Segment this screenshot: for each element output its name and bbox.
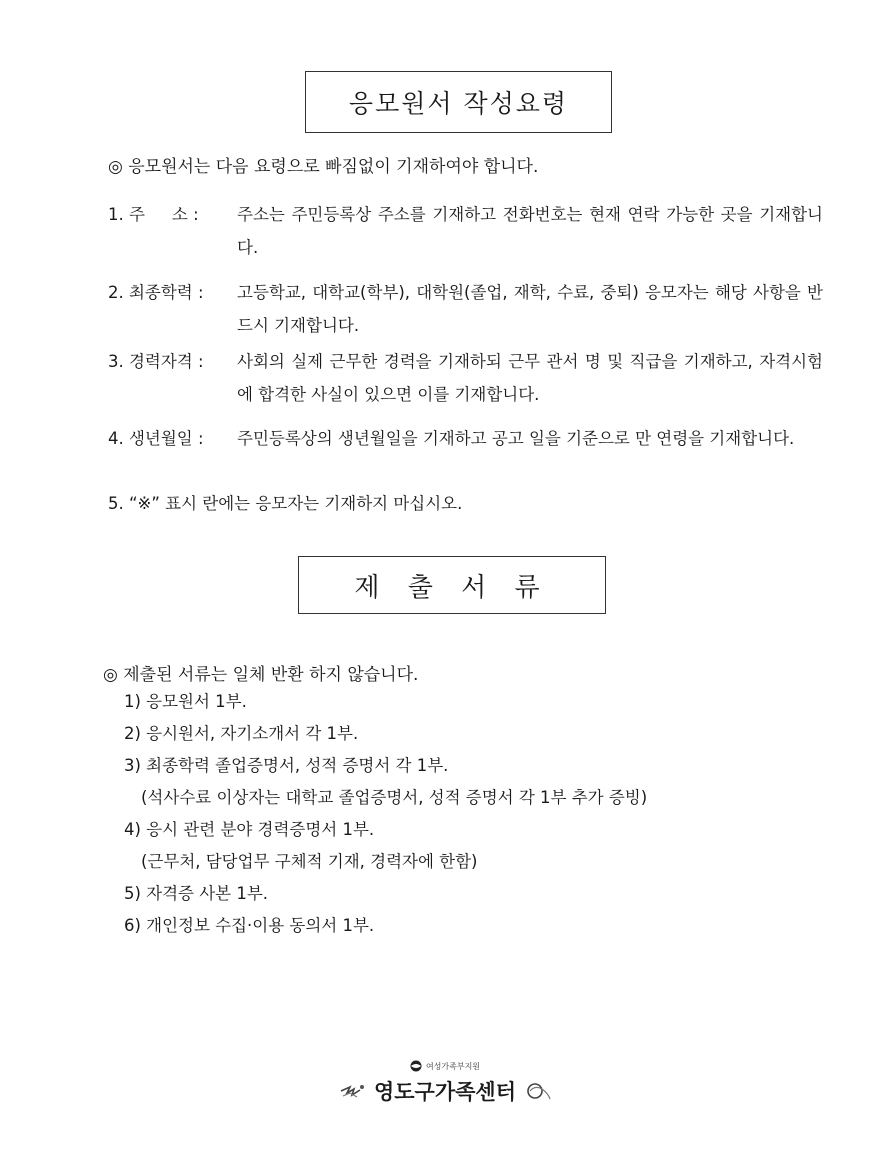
document-line-note: (근무처, 담당업무 구체적 기재, 경력자에 한함) (141, 852, 478, 871)
document-line-note: (석사수료 이상자는 대학교 졸업증명서, 성적 증명서 각 1부 추가 증빙) (141, 788, 648, 807)
documents-notice: ◎ 제출된 서류는 일체 반환 하지 않습니다. (103, 665, 419, 685)
document-line: 2) 응시원서, 자기소개서 각 1부. (124, 724, 359, 743)
guide-item-mark-note: 5. “※” 표시 란에는 응모자는 기재하지 마십시오. (108, 494, 463, 513)
documents-list (124, 686, 647, 942)
ministry-line (330, 1060, 560, 1072)
guide-item-label: 3. 경력자격 : (108, 352, 204, 371)
ornament-icon (522, 1079, 552, 1103)
guide-item-career (108, 345, 823, 411)
document-line: 1) 응모원서 1부. (124, 692, 247, 711)
footer-logo (330, 1060, 560, 1106)
guide-item-birthdate (108, 422, 823, 455)
section-title-text: 응모원서 작성요령 (348, 89, 569, 118)
document-line: 4) 응시 관련 분야 경력증명서 1부. (124, 820, 375, 839)
guide-item-education (108, 276, 823, 342)
document-line: 6) 개인정보 수집·이용 동의서 1부. (124, 916, 375, 935)
guide-notice: ◎ 응모원서는 다음 요령으로 빠짐없이 기재하여야 합니다. (108, 157, 539, 177)
section-title-documents (298, 556, 606, 614)
guide-item-text: 주소는 주민등록상 주소를 기재하고 전화번호는 현재 연락 가능한 곳을 기재합니다. (237, 205, 823, 257)
center-name-line (330, 1076, 560, 1106)
government-emblem-icon (410, 1060, 422, 1072)
guide-item-label: 1. 주 소 : (108, 205, 199, 224)
guide-item-text: 사회의 실제 근무한 경력을 기재하되 근무 관서 명 및 직급을 기재하고, 자격시험에 합격한 사실이 있으면 이를 기재합니다. (237, 352, 823, 404)
guide-item-label: 2. 최종학력 : (108, 283, 204, 302)
guide-item-address (108, 198, 823, 264)
guide-item-text: 주민등록상의 생년월일을 기재하고 공고 일을 기준으로 만 연령을 기재합니다. (237, 429, 795, 448)
center-name: 영도구가족센터 (373, 1080, 516, 1104)
ministry-text: 여성가족부지원 (425, 1061, 481, 1071)
guide-item-label: 4. 생년월일 : (108, 429, 204, 448)
section-title-text: 제 출 서 류 (354, 572, 550, 603)
ornament-icon (338, 1079, 368, 1103)
document-line: 3) 최종학력 졸업증명서, 성적 증명서 각 1부. (124, 756, 449, 775)
document-line: 5) 자격증 사본 1부. (124, 884, 269, 903)
section-title-application-guide (305, 71, 612, 133)
guide-item-text: 고등학교, 대학교(학부), 대학원(졸업, 재학, 수료, 중퇴) 응모자는 해당 사항을 반드시 기재합니다. (237, 283, 823, 335)
